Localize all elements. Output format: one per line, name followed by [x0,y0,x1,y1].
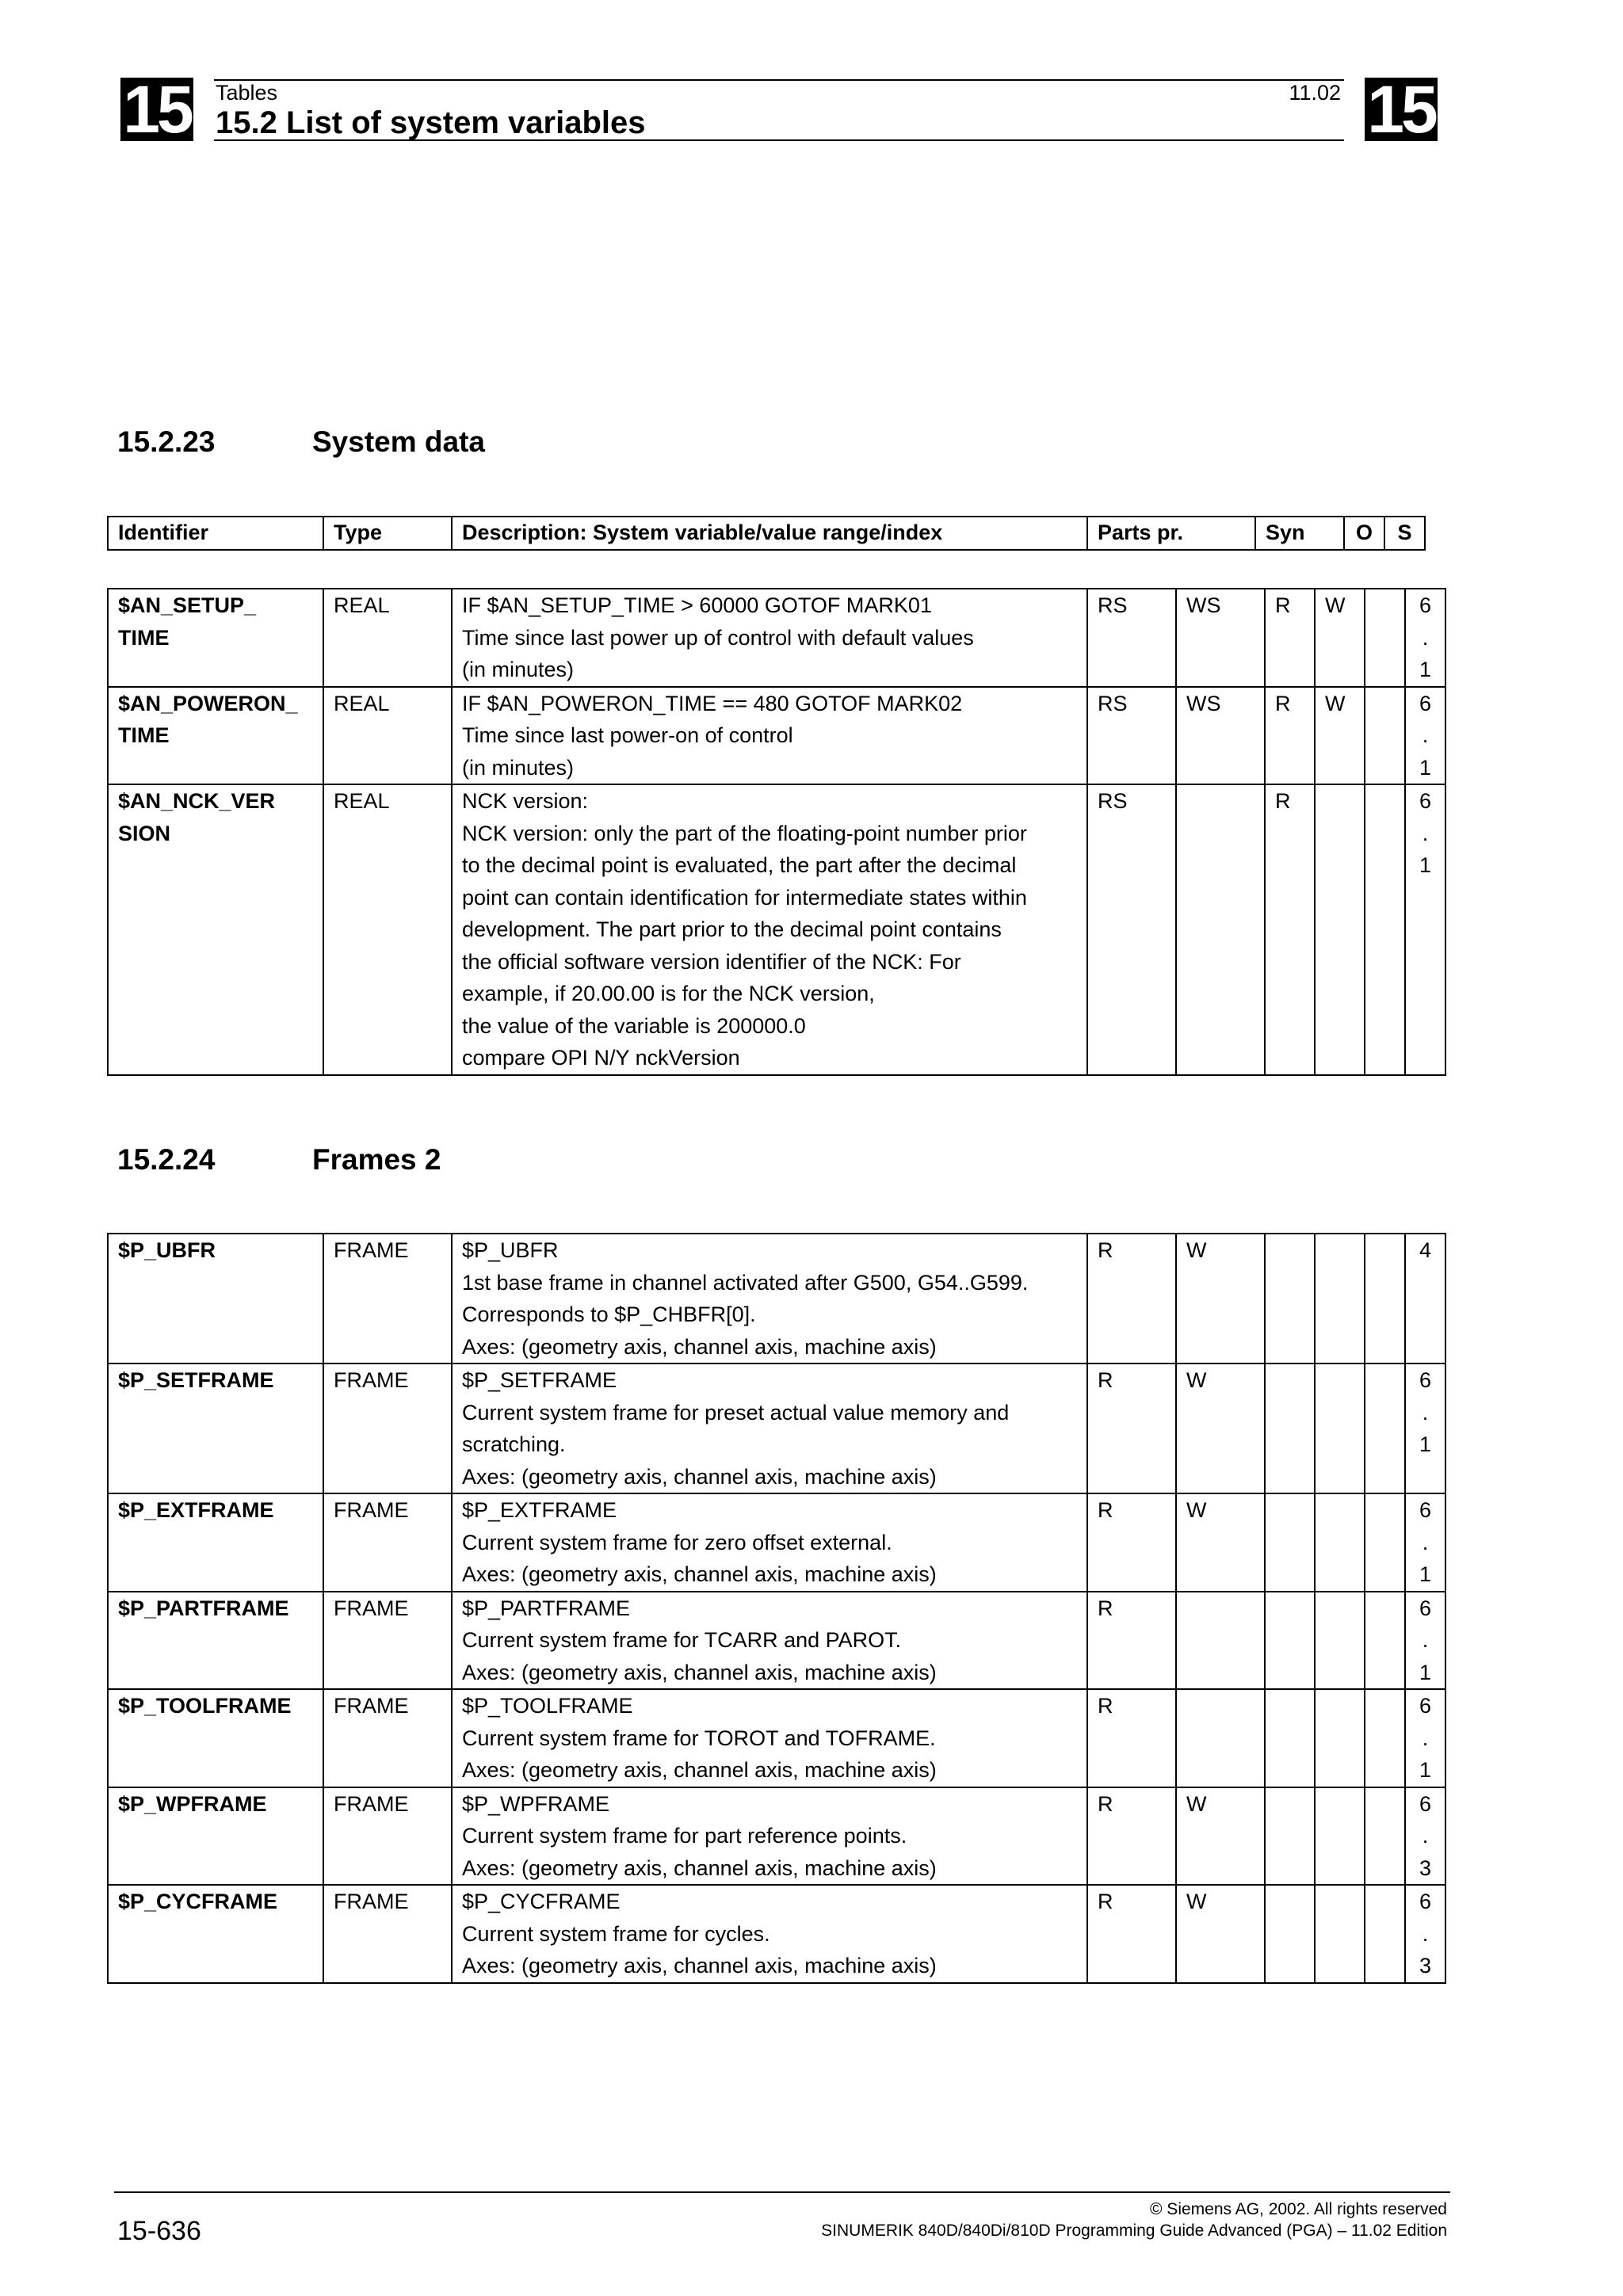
description-cell [452,784,1087,1075]
s-text: 1 [1419,1758,1432,1782]
description-cell [452,687,1087,785]
description-line: $P_WPFRAME [462,1791,610,1816]
description-line: IF $AN_POWERON_TIME == 480 GOTOF MARK02 [462,691,963,715]
syn-2-cell [1315,1787,1365,1886]
description-line: Time since last power up of control with default values [462,625,974,650]
s-text: 1 [1419,853,1432,877]
footer-copyright: © Siemens AG, 2002. All rights reserved [1150,2200,1447,2218]
identifier-cell: $P_PARTFRAME [108,1592,323,1690]
o-cell [1365,687,1405,785]
type-cell: REAL [323,589,452,687]
description-line: Current system frame for cycles. [462,1921,770,1946]
parts-pr-2-cell [1176,1592,1265,1690]
parts-pr-1-cell: RS [1087,784,1176,1075]
s-text: . [1422,1921,1429,1946]
identifier-text: $AN_POWERON_ [118,691,298,715]
identifier-cell: $P_SETFRAME [108,1363,323,1493]
section-title: System data [312,425,485,458]
s-text: . [1422,625,1429,650]
table-row [108,687,1445,785]
description-line: Axes: (geometry axis, channel axis, machine axis) [462,1464,937,1489]
description-line: Time since last power-on of control [462,723,793,747]
description-line: Corresponds to $P_CHBFR[0]. [462,1302,756,1326]
syn-2-cell: W [1315,687,1365,785]
description-line: the official software version identifier of the NCK: For [462,949,961,974]
o-cell [1365,1363,1405,1493]
description-line: $P_TOOLFRAME [462,1694,633,1718]
s-text: 6 [1419,1890,1432,1913]
s-text: 1 [1419,1432,1432,1456]
s-cell [1405,784,1445,1075]
parts-pr-1-cell: R [1087,1689,1176,1787]
s-cell [1405,1689,1445,1787]
type-cell: FRAME [323,1592,452,1690]
s-text: 1 [1419,658,1432,681]
o-cell [1365,1592,1405,1690]
col-header-syn: Syn [1255,517,1344,550]
o-cell [1365,784,1405,1075]
o-cell [1365,1493,1405,1592]
s-cell [1405,1592,1445,1690]
col-header-description: Description: System variable/value range/index [452,517,1087,550]
description-line: (in minutes) [462,755,575,780]
o-cell [1365,589,1405,687]
description-line: NCK version: only the part of the floating-point number prior [462,821,1027,845]
s-text: 6 [1419,1368,1432,1392]
s-text: . [1422,1400,1429,1425]
description-line: development. The part prior to the decimal point contains [462,917,1002,941]
identifier-cell [108,687,323,785]
description-cell [452,1689,1087,1787]
description-line: $P_EXTFRAME [462,1498,617,1522]
syn-2-cell [1315,784,1365,1075]
o-cell [1365,1234,1405,1363]
s-text: 6 [1419,1791,1432,1816]
description-cell [452,1787,1087,1886]
table-row [108,1493,1445,1592]
identifier-cell: $P_EXTFRAME [108,1493,323,1592]
s-text: 3 [1419,1855,1432,1880]
s-text: 1 [1419,755,1432,780]
identifier-text: TIME [118,723,170,747]
table-row [108,589,1445,687]
description-cell [452,1363,1087,1493]
o-cell [1365,1689,1405,1787]
parts-pr-2-cell: WS [1176,589,1265,687]
identifier-text: TIME [118,625,170,650]
section-number: 15.2.24 [117,1143,216,1176]
s-text: . [1422,723,1429,747]
syn-1-cell: R [1265,589,1315,687]
syn-2-cell [1315,1234,1365,1363]
description-line: $P_PARTFRAME [462,1596,631,1620]
identifier-text: $AN_SETUP_ [118,593,257,617]
syn-1-cell [1265,1493,1315,1592]
parts-pr-2-cell: W [1176,1885,1265,1983]
parts-pr-1-cell: RS [1087,589,1176,687]
col-header-identifier: Identifier [108,517,323,550]
description-cell [452,1493,1087,1592]
s-text: 6 [1419,691,1432,715]
type-cell: FRAME [323,1885,452,1983]
frames-table [107,1233,1446,1984]
o-cell [1365,1885,1405,1983]
type-cell: REAL [323,784,452,1075]
header-section-title: 15.2 List of system variables [216,105,646,140]
footer-document-title: SINUMERIK 840D/840Di/810D Programming Guide Advanced (PGA) – 11.02 Edition [821,2222,1447,2240]
parts-pr-2-cell [1176,1689,1265,1787]
parts-pr-2-cell: WS [1176,687,1265,785]
syn-2-cell [1315,1363,1365,1493]
chapter-number-left: 15 [120,78,193,141]
system-data-table [107,588,1446,1076]
description-line: Axes: (geometry axis, channel axis, machine axis) [462,1954,937,1978]
syn-2-cell [1315,1592,1365,1690]
parts-pr-2-cell: W [1176,1363,1265,1493]
identifier-text: SION [118,821,171,845]
description-line: Current system frame for TOROT and TOFRAME. [462,1726,936,1750]
description-line: Current system frame for part reference points. [462,1824,907,1848]
s-cell [1405,1787,1445,1886]
table-row [108,1363,1445,1493]
description-line: Current system frame for zero offset external. [462,1530,892,1554]
parts-pr-1-cell: R [1087,1787,1176,1886]
parts-pr-1-cell: R [1087,1493,1176,1592]
description-line: (in minutes) [462,658,575,681]
o-cell [1365,1787,1405,1886]
description-line: Axes: (geometry axis, channel axis, machine axis) [462,1334,937,1359]
parts-pr-1-cell: R [1087,1234,1176,1363]
s-cell [1405,1363,1445,1493]
header-section-label: Tables [216,81,278,105]
description-line: compare OPI N/Y nckVersion [462,1046,740,1070]
syn-1-cell [1265,1234,1315,1363]
header-edition: 11.02 [1289,81,1341,105]
description-line: Axes: (geometry axis, channel axis, machine axis) [462,1562,937,1586]
type-cell: FRAME [323,1363,452,1493]
syn-1-cell [1265,1592,1315,1690]
s-text: 1 [1419,1562,1432,1586]
col-header-type: Type [323,517,452,550]
table-row [108,1592,1445,1690]
page-number: 15-636 [117,2216,201,2246]
parts-pr-2-cell [1176,784,1265,1075]
identifier-cell: $P_UBFR [108,1234,323,1363]
identifier-cell [108,784,323,1075]
description-line: IF $AN_SETUP_TIME > 60000 GOTOF MARK01 [462,593,932,617]
s-cell [1405,1885,1445,1983]
identifier-cell [108,589,323,687]
description-line: $P_CYCFRAME [462,1890,621,1913]
description-line: scratching. [462,1432,566,1456]
parts-pr-2-cell: W [1176,1787,1265,1886]
description-line: Axes: (geometry axis, channel axis, machine axis) [462,1660,937,1684]
table-row [108,1689,1445,1787]
header-rule-top [214,79,1344,81]
table-row [108,784,1445,1075]
s-cell [1405,1234,1445,1363]
syn-2-cell [1315,1885,1365,1983]
table-row [108,1787,1445,1886]
s-text: 3 [1419,1954,1432,1978]
parts-pr-1-cell: R [1087,1363,1176,1493]
s-cell [1405,687,1445,785]
description-line: the value of the variable is 200000.0 [462,1013,806,1038]
s-text: 6 [1419,1694,1432,1718]
table-row [108,1234,1445,1363]
syn-2-cell [1315,1493,1365,1592]
description-cell [452,1234,1087,1363]
description-cell [452,589,1087,687]
description-line: $P_SETFRAME [462,1368,617,1392]
s-text: . [1422,1824,1429,1848]
description-line: $P_UBFR [462,1238,559,1262]
type-cell: FRAME [323,1234,452,1363]
syn-1-cell [1265,1885,1315,1983]
s-text: 6 [1419,1596,1432,1620]
parts-pr-1-cell: R [1087,1885,1176,1983]
parts-pr-2-cell: W [1176,1493,1265,1592]
col-header-o: O [1344,517,1384,550]
description-line: NCK version: [462,789,589,813]
description-line: Current system frame for TCARR and PAROT. [462,1628,902,1652]
syn-1-cell: R [1265,687,1315,785]
syn-1-cell: R [1265,784,1315,1075]
syn-1-cell [1265,1787,1315,1886]
parts-pr-2-cell: W [1176,1234,1265,1363]
s-text: 4 [1419,1238,1432,1262]
description-line: to the decimal point is evaluated, the part after the decimal [462,853,1017,877]
identifier-cell: $P_WPFRAME [108,1787,323,1886]
s-text: 6 [1419,789,1432,813]
type-cell: FRAME [323,1689,452,1787]
description-line: Axes: (geometry axis, channel axis, machine axis) [462,1758,937,1782]
description-line: Axes: (geometry axis, channel axis, machine axis) [462,1855,937,1880]
section-number: 15.2.23 [117,425,216,458]
section-title: Frames 2 [312,1143,441,1176]
s-text: 6 [1419,593,1432,617]
syn-1-cell [1265,1689,1315,1787]
type-cell: FRAME [323,1493,452,1592]
description-line: 1st base frame in channel activated after G500, G54..G599. [462,1270,1029,1295]
col-header-parts-pr: Parts pr. [1087,517,1255,550]
description-line: Current system frame for preset actual value memory and [462,1400,1010,1425]
syn-2-cell [1315,1689,1365,1787]
syn-1-cell [1265,1363,1315,1493]
description-line: point can contain identification for intermediate states within [462,885,1027,910]
s-cell [1405,1493,1445,1592]
s-text: 6 [1419,1498,1432,1522]
col-header-s: S [1384,517,1425,550]
type-cell: FRAME [323,1787,452,1886]
identifier-text: $AN_NCK_VER [118,789,276,813]
s-text: . [1422,1628,1429,1652]
s-text: 1 [1419,1660,1432,1684]
s-text: . [1422,821,1429,845]
parts-pr-1-cell: R [1087,1592,1176,1690]
description-cell [452,1885,1087,1983]
chapter-number-right: 15 [1365,78,1438,141]
identifier-cell: $P_CYCFRAME [108,1885,323,1983]
footer-rule [114,2191,1450,2193]
type-cell: REAL [323,687,452,785]
description-line: example, if 20.00.00 is for the NCK version, [462,982,875,1005]
s-cell [1405,589,1445,687]
s-text: . [1422,1726,1429,1750]
s-text: . [1422,1530,1429,1554]
parts-pr-1-cell: RS [1087,687,1176,785]
header-rule-bottom [214,139,1344,141]
syn-2-cell: W [1315,589,1365,687]
column-header-table [107,516,1426,551]
description-cell [452,1592,1087,1690]
identifier-cell: $P_TOOLFRAME [108,1689,323,1787]
table-row [108,1885,1445,1983]
